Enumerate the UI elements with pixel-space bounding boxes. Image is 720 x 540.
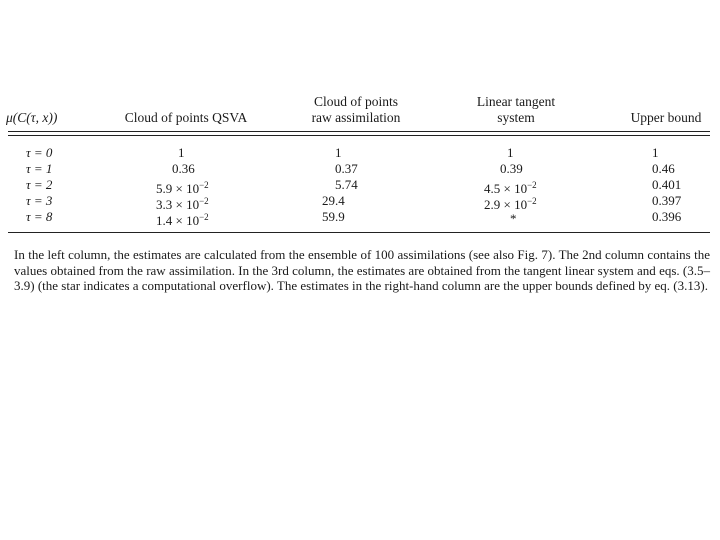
- qsva-cell: 1: [178, 145, 185, 160]
- tangent-cell: 1: [507, 145, 514, 160]
- tangent-exponent: −2: [527, 196, 537, 206]
- upper-cell: 1: [652, 145, 659, 160]
- tau-cell: τ = 2: [26, 177, 53, 192]
- tau-cell: τ = 3: [26, 193, 53, 208]
- header-raw: raw assimilation: [311, 110, 401, 125]
- qsva-exponent: −2: [199, 212, 209, 222]
- header-rule-2: [8, 135, 710, 136]
- qsva-exponent: −2: [199, 180, 209, 190]
- header-tangent-line1: Linear tangent: [476, 94, 556, 109]
- qsva-mantissa: 5.9 × 10: [156, 181, 200, 196]
- qsva-cell: 0.36: [172, 161, 195, 176]
- raw-cell: 1: [335, 145, 342, 160]
- tau-cell: τ = 8: [26, 209, 53, 224]
- tangent-cell: [484, 194, 537, 212]
- qsva-mantissa: 1.4 × 10: [156, 213, 200, 228]
- header-upper: Upper bound: [630, 110, 702, 125]
- tau-cell: τ = 1: [26, 161, 53, 176]
- tau-cell: τ = 0: [26, 145, 53, 160]
- qsva-exponent: −2: [199, 196, 209, 206]
- upper-cell: 0.396: [652, 209, 682, 224]
- upper-cell: 0.401: [652, 177, 682, 192]
- tangent-mantissa: 4.5 × 10: [484, 181, 528, 196]
- tangent-mantissa: 2.9 × 10: [484, 197, 528, 212]
- raw-cell: 5.74: [335, 177, 358, 192]
- table-caption: In the left column, the estimates are calculated from the ensemble of 100 assimilations (see also Fig. 7). The 2nd column contains the values obtained from the raw assimilation. In the 3rd column, the estimates are obtained from the tangent linear system and eqs. (3.5–3.9) (the star indicates a computational overflow). The estimates in the right-hand column are the upper bounds defined by eq. (3.13).: [14, 247, 710, 293]
- header-rule: [8, 131, 710, 132]
- tangent-cell: *: [510, 211, 517, 226]
- qsva-mantissa: 3.3 × 10: [156, 197, 200, 212]
- header-tangent: system: [497, 110, 535, 125]
- header-qsva: Cloud of points QSVA: [124, 110, 248, 125]
- upper-cell: 0.397: [652, 193, 682, 208]
- raw-cell: 59.9: [322, 209, 345, 224]
- upper-cell: 0.46: [652, 161, 675, 176]
- raw-cell: 0.37: [335, 161, 358, 176]
- header-mu: μ(C(τ, x)): [6, 110, 58, 125]
- tangent-exponent: −2: [527, 180, 537, 190]
- tangent-cell: 0.39: [500, 161, 523, 176]
- raw-cell: 29.4: [322, 193, 345, 208]
- footer-rule: [8, 232, 710, 233]
- qsva-cell: [156, 210, 209, 228]
- header-raw-line1: Cloud of points: [313, 94, 398, 109]
